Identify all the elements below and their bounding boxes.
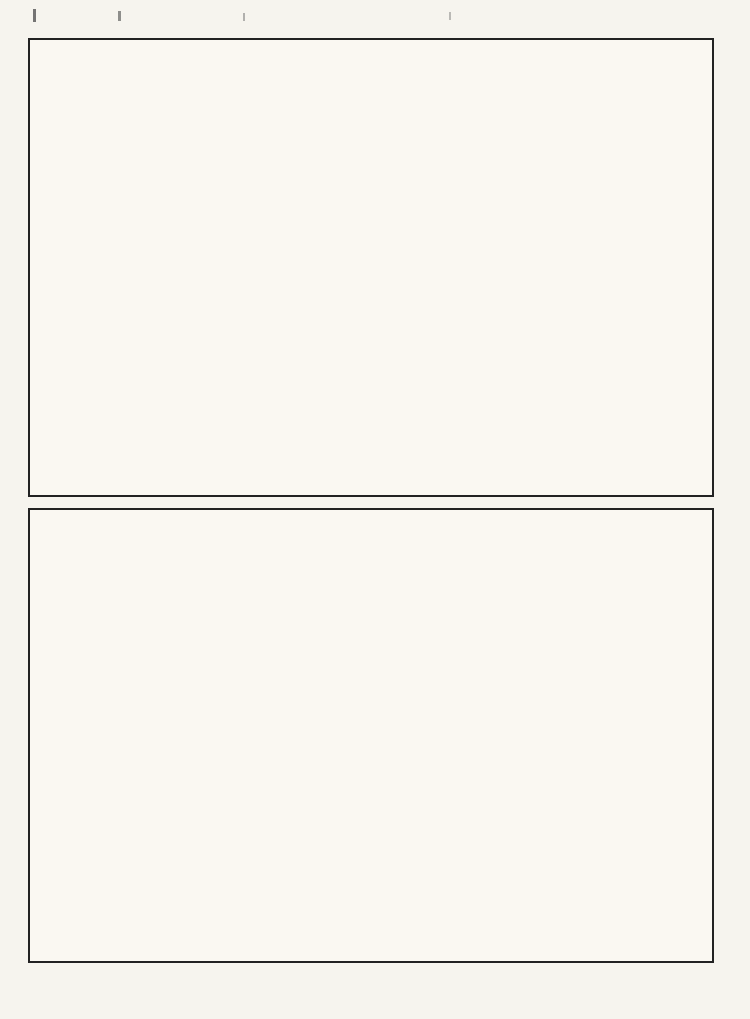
scan-artifact-mark [449,12,451,20]
scan-artifact-mark [243,13,245,21]
roster-bottom-table [28,508,714,963]
roster-top-table [28,38,714,497]
scan-artifact-mark [118,11,121,21]
scan-artifact-mark [33,9,36,22]
